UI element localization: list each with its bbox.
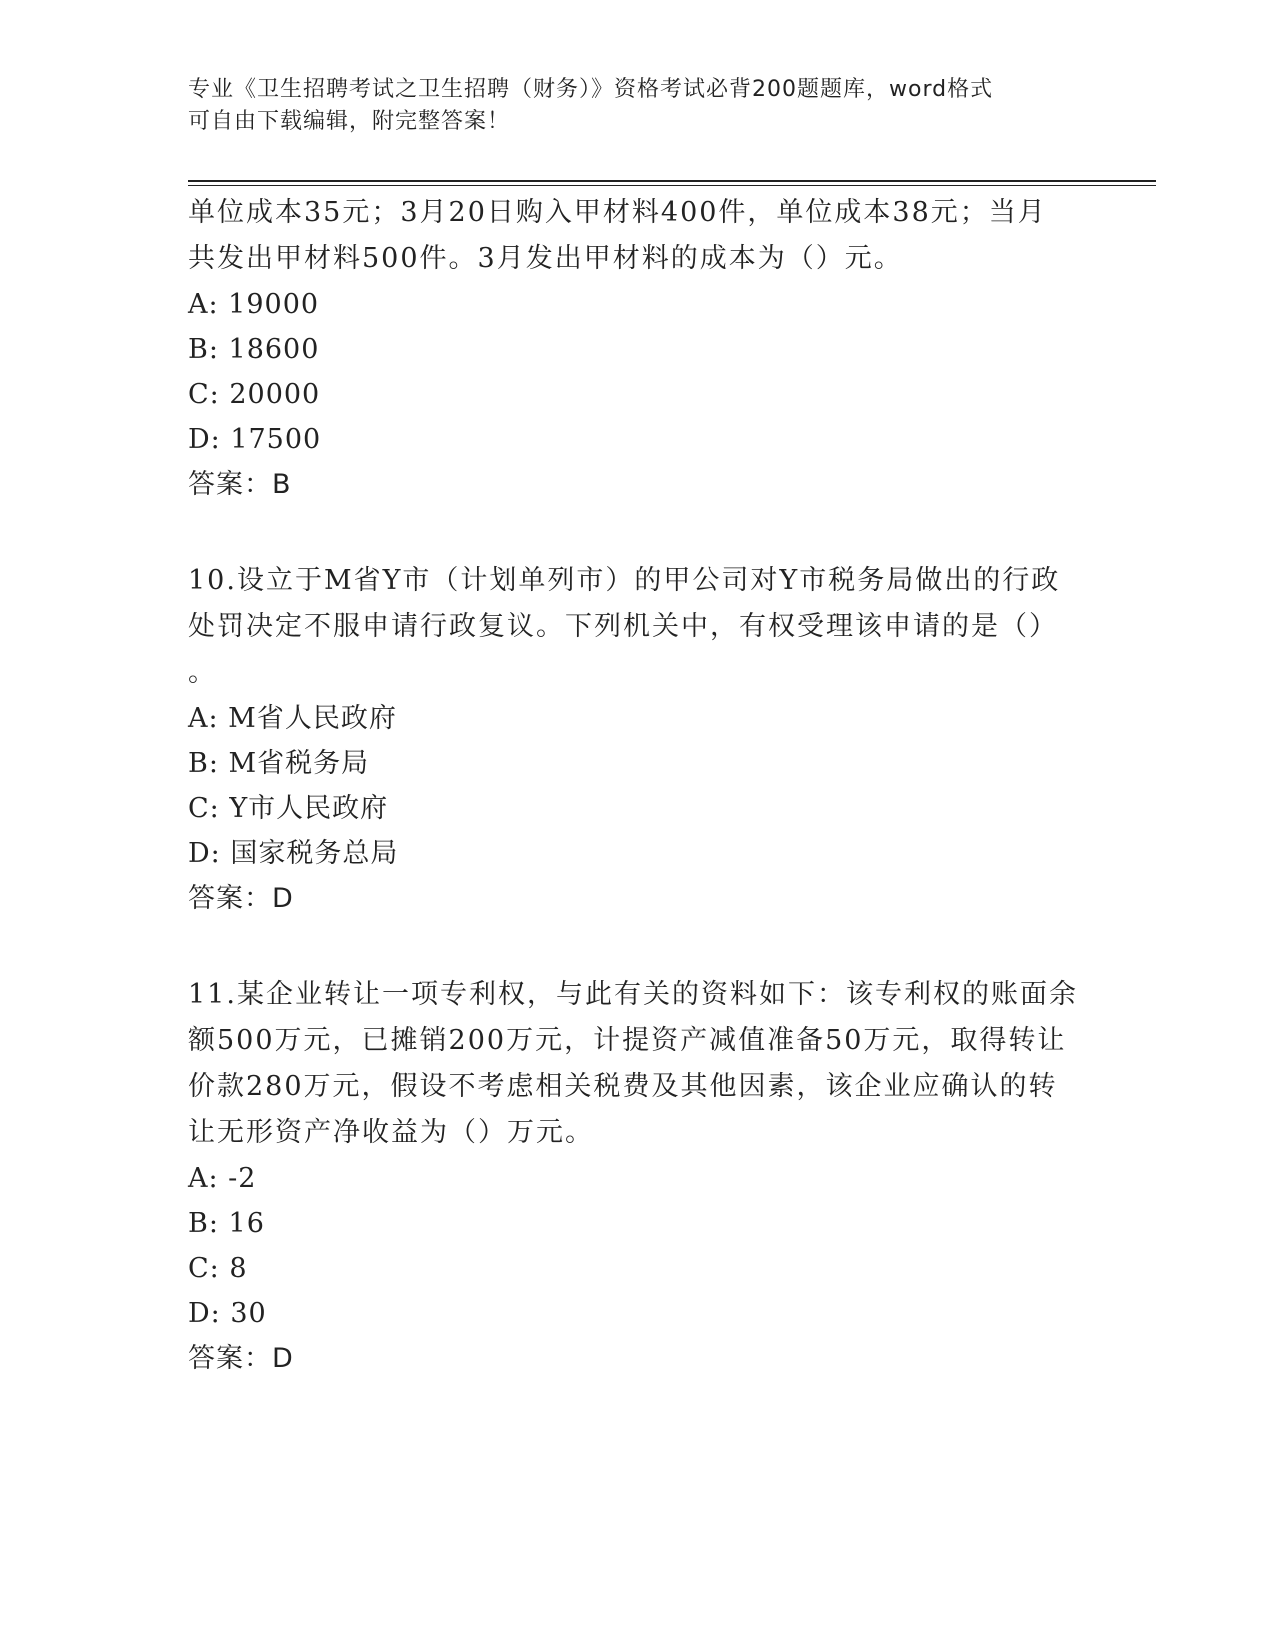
question-9-answer: 答案：B [188, 469, 292, 500]
question-11-answer: 答案：D [188, 1343, 294, 1374]
question-10-text-line-1: 10.设立于M省Y市（计划单列市）的甲公司对Y市税务局做出的行政 [188, 565, 1061, 596]
question-10-option-c: C: Y市人民政府 [188, 793, 389, 824]
question-10 [188, 558, 1088, 922]
question-9-text-line-1: 单位成本35元；3月20日购入甲材料400件，单位成本38元；当月 [188, 197, 1047, 228]
question-10-text-line-3: 。 [188, 657, 217, 688]
document-header [188, 74, 1088, 138]
question-10-option-b: B: M省税务局 [188, 748, 370, 779]
question-9-option-c: C: 20000 [188, 379, 321, 410]
question-9-option-d: D: 17500 [188, 424, 322, 455]
question-9-text-line-2: 共发出甲材料500件。3月发出甲材料的成本为（）元。 [188, 243, 903, 274]
question-9-option-a: A: 19000 [188, 289, 320, 320]
header-divider-thick [188, 180, 1156, 182]
question-11-option-a: A: -2 [188, 1163, 257, 1194]
question-11-text-line-3: 价款280万元，假设不考虑相关税费及其他因素，该企业应确认的转 [188, 1071, 1058, 1102]
question-10-text-line-2: 处罚决定不服申请行政复议。下列机关中，有权受理该申请的是（） [188, 611, 1058, 642]
question-10-option-a: A: M省人民政府 [188, 703, 397, 734]
header-line-2: 可自由下载编辑，附完整答案！ [188, 109, 511, 134]
document-body [188, 190, 1088, 1382]
question-11-option-b: B: 16 [188, 1208, 265, 1239]
question-10-option-d: D: 国家税务总局 [188, 838, 399, 869]
question-11-text-line-4: 让无形资产净收益为（）万元。 [188, 1117, 594, 1148]
question-11-text-line-1: 11.某企业转让一项专利权，与此有关的资料如下：该专利权的账面余 [188, 979, 1078, 1010]
header-line-1: 专业《卫生招聘考试之卫生招聘（财务）》资格考试必背200题题库，word格式 [188, 77, 994, 102]
question-9 [188, 190, 1088, 508]
question-9-option-b: B: 18600 [188, 334, 320, 365]
question-11 [188, 972, 1088, 1382]
question-11-option-d: D: 30 [188, 1298, 267, 1329]
question-11-option-c: C: 8 [188, 1253, 248, 1284]
header-divider-thin [188, 185, 1156, 186]
question-10-answer: 答案：D [188, 883, 294, 914]
question-11-text-line-2: 额500万元，已摊销200万元，计提资产减值准备50万元，取得转让 [188, 1025, 1067, 1056]
